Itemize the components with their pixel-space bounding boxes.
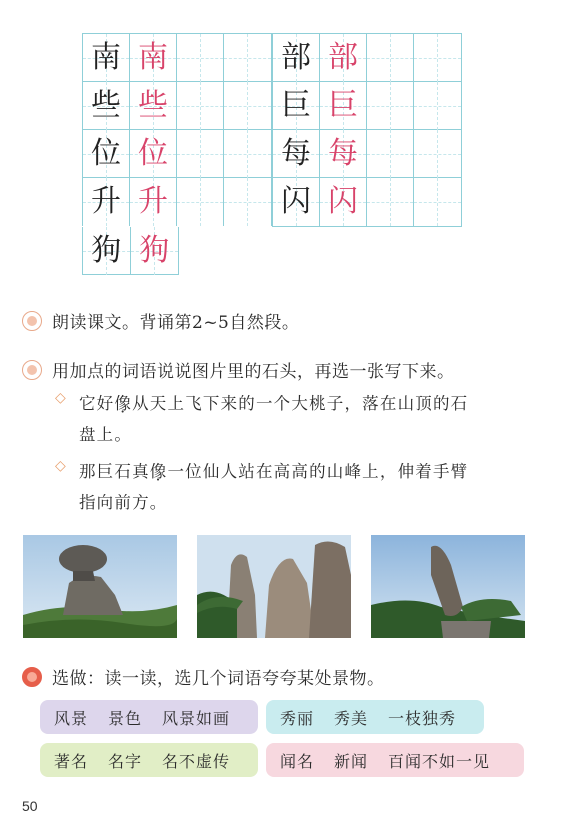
grid-cell [83,227,131,275]
word-group-1 [40,700,258,734]
exercise-3-text: 选做：读一读，选几个词语夸夸某处景物。 [52,669,385,689]
exercise-3 [22,664,385,689]
print-character: 闪 [281,184,311,219]
word-group-2 [266,700,484,734]
print-character: 南 [91,40,121,75]
word: 新闻 [334,751,369,771]
sentence-text: 那巨石真 [78,462,150,481]
grid-cell [177,82,224,130]
grid-cell [414,34,461,82]
print-character: 位 [91,136,121,171]
word: 闻名 [280,751,315,771]
copy-character: 闪 [328,184,358,219]
grid-cell [224,178,271,226]
copy-character: 南 [138,40,168,75]
grid-row [273,34,461,82]
grid-row [83,130,271,178]
word: 景色 [108,708,143,728]
sentence-text: 指向前方。 [78,493,168,512]
grid-cell [224,82,271,130]
grid-cell [131,227,179,275]
copy-character: 位 [138,136,168,171]
emphasized-word: 像 [149,462,168,481]
exercise-2-text: 用加点的词语说说图片里的石头，再选一张写下来。 [52,362,455,382]
optional-badge-icon [22,667,42,687]
grid-cell [320,82,367,130]
grid-cell [273,178,320,226]
writing-grid-left-last-row [82,227,179,275]
grid-row [83,82,271,130]
grid-row [83,34,271,82]
grid-cell [414,130,461,178]
diamond-bullet-icon: ◇ [55,458,67,474]
grid-cell [273,34,320,82]
word-group-3 [40,743,258,777]
sentence-text: 盘上。 [78,425,133,444]
grid-cell [83,130,130,178]
copy-character: 巨 [328,88,358,123]
grid-row [273,178,461,226]
word: 名不虚传 [162,751,231,771]
example-sentence-1 [55,388,519,450]
grid-cell [273,130,320,178]
print-character: 部 [281,40,311,75]
grid-cell [83,82,130,130]
grid-cell [224,130,271,178]
grid-cell [367,34,414,82]
grid-cell [177,130,224,178]
photo-immortal-rock [197,535,351,638]
grid-cell [83,178,130,226]
word: 一枝独秀 [388,708,457,728]
grid-cell [177,178,224,226]
word: 名字 [108,751,143,771]
print-character: 些 [91,88,121,123]
grid-cell [130,82,177,130]
grid-cell [177,34,224,82]
grid-cell [414,178,461,226]
grid-cell [130,130,177,178]
diamond-bullet-icon: ◇ [55,390,67,406]
copy-character: 部 [328,40,358,75]
sentence-text: 一位仙人站在高高的山峰上，伸着手臂 [167,462,469,481]
photo-flying-rock [371,535,525,638]
writing-grid-left [82,33,272,226]
copy-character: 升 [138,184,168,219]
word: 著名 [54,751,89,771]
exercise-1-text: 朗读课文。背诵第2~5自然段。 [52,313,300,333]
grid-cell [273,82,320,130]
word-group-4 [266,743,524,777]
word: 秀丽 [280,708,315,728]
emphasized-word: 像 [114,394,133,413]
word: 百闻不如一见 [388,751,491,771]
word: 风景如画 [162,708,231,728]
print-character: 巨 [281,88,311,123]
grid-cell [320,34,367,82]
print-character: 狗 [91,233,122,268]
grid-cell [130,34,177,82]
example-sentence-2 [55,456,519,518]
copy-character: 每 [328,136,358,171]
word: 秀美 [334,708,369,728]
grid-row [83,178,271,226]
writing-grid-right [272,33,462,227]
grid-cell [367,130,414,178]
grid-row [273,130,461,178]
word: 风景 [54,708,89,728]
grid-cell [367,82,414,130]
sentence-text: 从天上飞下来的一个大桃子，落在山顶的石 [132,394,469,413]
exercise-2 [22,357,455,382]
exercise-badge-icon [22,360,42,380]
copy-character: 狗 [139,233,170,268]
grid-cell [320,130,367,178]
grid-row [273,82,461,130]
print-character: 升 [91,184,121,219]
page-number: 50 [22,798,38,814]
exercise-badge-icon [22,311,42,331]
grid-cell [83,34,130,82]
grid-cell [320,178,367,226]
sentence-text: 它好 [78,394,115,413]
photo-peach-rock [23,535,177,638]
grid-cell [367,178,414,226]
print-character: 每 [281,136,311,171]
grid-cell [224,34,271,82]
exercise-1 [22,308,299,333]
grid-cell [130,178,177,226]
grid-cell [414,82,461,130]
copy-character: 些 [138,88,168,123]
